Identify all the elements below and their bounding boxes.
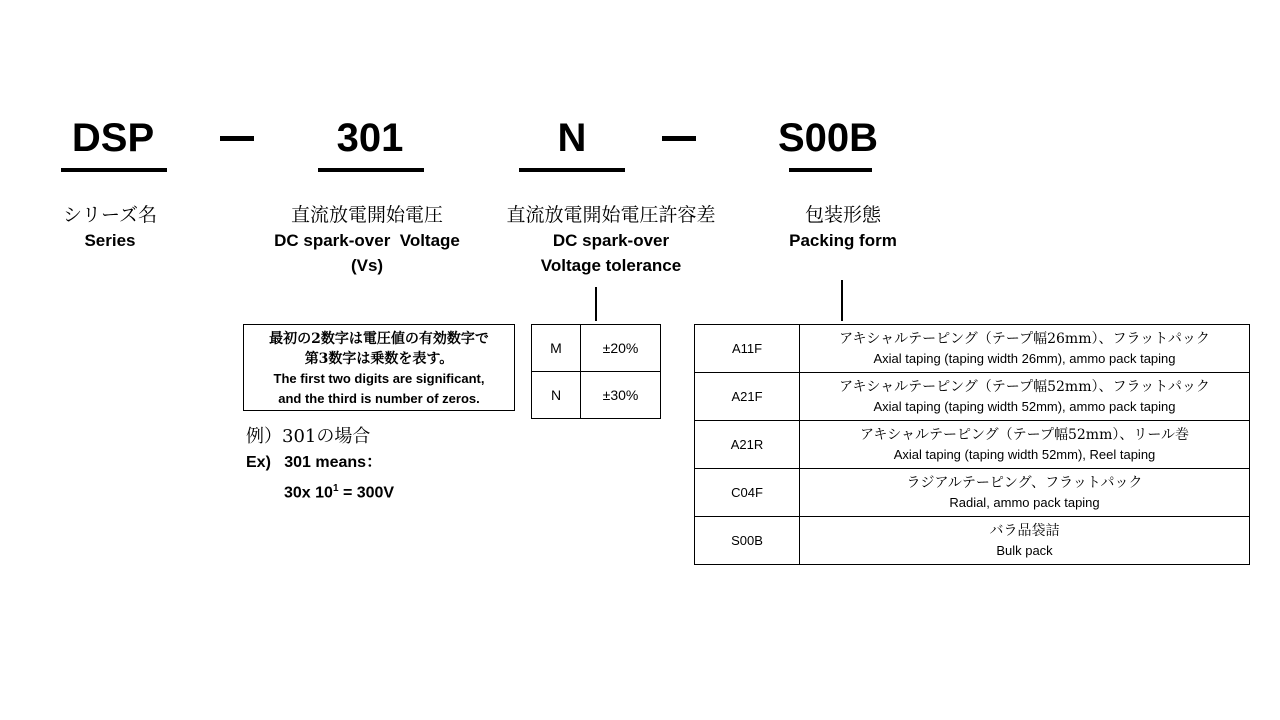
packing-label	[770, 203, 916, 253]
packing-desc-jp: アキシャルテーピング（テープ幅26mm）、フラットパック	[839, 330, 1210, 347]
note-jp-line-2: 第3数字は乗数を表す。	[304, 351, 454, 367]
series-label-jp: シリーズ名	[62, 204, 158, 226]
packing-code-cell: A21F	[695, 373, 800, 421]
separator-dash-1	[220, 136, 254, 141]
voltage-code: 301	[336, 116, 404, 160]
packing-desc-cell	[800, 421, 1250, 469]
voltage-note-box	[243, 324, 515, 411]
packing-code: S00B	[777, 116, 879, 160]
tolerance-connector-line	[595, 287, 597, 321]
voltage-label-en: DC spark-over Voltage	[274, 231, 460, 250]
separator-dash-2	[662, 136, 696, 141]
voltage-label-unit: (Vs)	[350, 256, 384, 275]
packing-desc-cell	[800, 469, 1250, 517]
table-row	[532, 372, 661, 419]
packing-code-cell: S00B	[695, 517, 800, 565]
packing-desc-en: Axial taping (taping width 26mm), ammo pack taping	[873, 350, 1176, 366]
packing-desc-cell	[800, 517, 1250, 565]
packing-label-en: Packing form	[789, 231, 897, 250]
tolerance-value-cell: ±20%	[581, 325, 661, 372]
note-jp-line-1: 最初の2数字は電圧値の有効数字で	[269, 331, 489, 347]
example-exponent: 1	[332, 483, 339, 494]
example-block	[246, 424, 394, 506]
tolerance-label-en2: Voltage tolerance	[540, 256, 682, 275]
packing-table	[694, 324, 1250, 565]
table-row	[695, 373, 1250, 421]
table-row	[695, 421, 1250, 469]
tolerance-code-cell: N	[532, 372, 581, 419]
packing-desc-en: Radial, ammo pack taping	[949, 494, 1100, 510]
packing-desc-jp: バラ品袋詰	[989, 522, 1060, 539]
tolerance-underline	[519, 168, 625, 172]
note-en-line-1: The first two digits are significant,	[273, 371, 485, 386]
packing-desc-en: Axial taping (taping width 52mm), Reel taping	[893, 446, 1156, 462]
packing-desc-cell	[800, 373, 1250, 421]
tolerance-label-en1: DC spark-over	[552, 231, 670, 250]
note-en-line-2: and the third is number of zeros.	[278, 391, 480, 406]
packing-desc-jp: アキシャルテーピング（テープ幅52mm）、フラットパック	[839, 378, 1210, 395]
tolerance-table	[531, 324, 661, 419]
example-line-1: Ex) 301 means：	[246, 454, 383, 471]
table-row	[532, 325, 661, 372]
example-jp: 例）301の場合	[246, 426, 371, 447]
tolerance-value-cell: ±30%	[581, 372, 661, 419]
table-row	[695, 469, 1250, 517]
tolerance-code: N	[557, 116, 587, 160]
example-line-2	[246, 476, 394, 506]
example-result: = 300V	[338, 484, 395, 502]
packing-desc-jp: ラジアルテーピング、フラットパック	[906, 474, 1143, 491]
voltage-underline	[318, 168, 424, 172]
tolerance-code-cell: M	[532, 325, 581, 372]
series-label	[40, 203, 180, 253]
voltage-label-jp: 直流放電開始電圧	[290, 204, 443, 226]
voltage-label	[262, 203, 472, 278]
series-underline	[61, 168, 167, 172]
example-formula: 30x 10	[284, 484, 333, 502]
packing-connector-line	[841, 280, 843, 321]
packing-desc-jp: アキシャルテーピング（テープ幅52mm）、リール巻	[859, 426, 1190, 443]
tolerance-label	[488, 203, 734, 278]
table-row	[695, 325, 1250, 373]
packing-label-jp: 包装形態	[804, 204, 881, 226]
tolerance-label-jp: 直流放電開始電圧許容差	[506, 204, 716, 226]
table-row	[695, 517, 1250, 565]
packing-desc-en: Bulk pack	[996, 542, 1053, 558]
packing-code-cell: C04F	[695, 469, 800, 517]
series-label-en: Series	[84, 231, 136, 250]
packing-desc-en: Axial taping (taping width 52mm), ammo pack taping	[873, 398, 1176, 414]
packing-desc-cell	[800, 325, 1250, 373]
packing-underline	[789, 168, 872, 172]
packing-code-cell: A11F	[695, 325, 800, 373]
series-code: DSP	[71, 116, 155, 160]
packing-code-cell: A21R	[695, 421, 800, 469]
